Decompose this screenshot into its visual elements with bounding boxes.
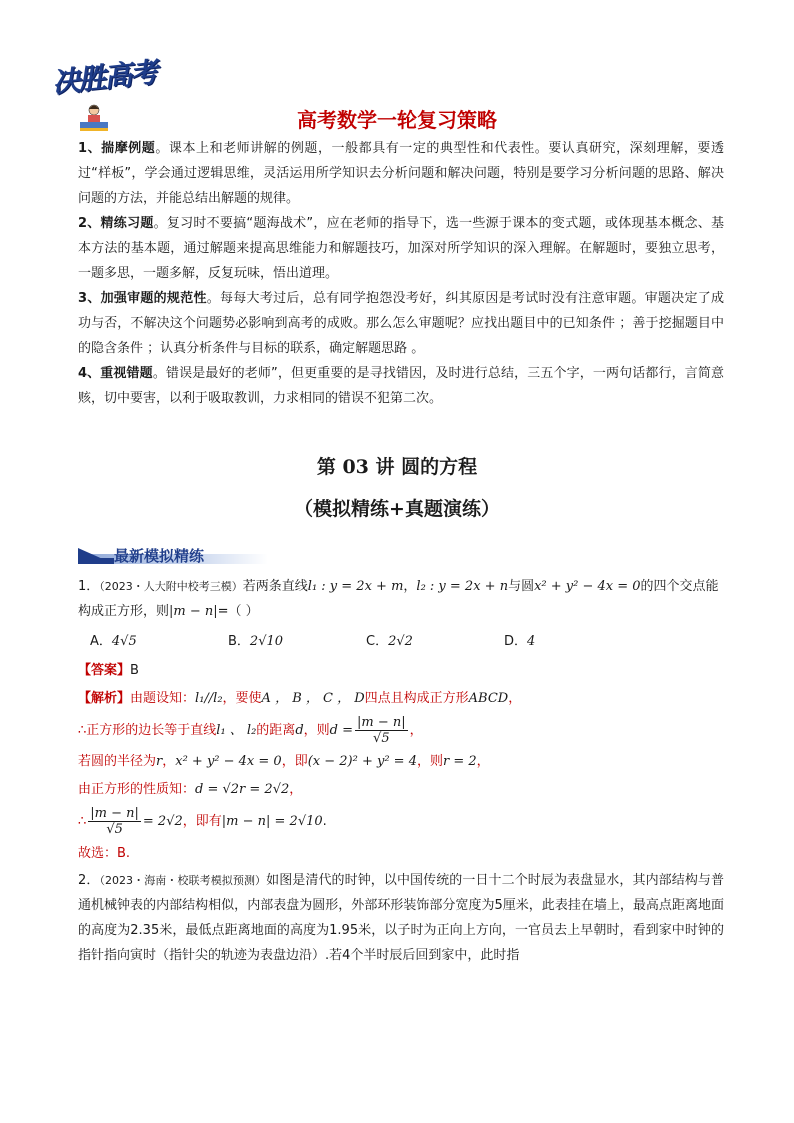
analysis-text: 的距离 (256, 723, 296, 738)
answer-tag: 【答案】 (78, 663, 131, 678)
stem-text: 构成正方形，则 (78, 604, 170, 619)
strategy-head: 4、重视错题 (78, 366, 153, 381)
question-content (78, 574, 724, 968)
option-label: A． (90, 634, 112, 649)
q1-options (78, 630, 724, 654)
stem-text: 与圆 (508, 579, 535, 594)
fraction (88, 806, 141, 837)
analysis-text: 四点且构成正方形 (364, 691, 469, 706)
answer-line (78, 658, 724, 683)
question-number: 2． (78, 873, 100, 888)
q2-stem (78, 868, 724, 968)
math-expr: l₁//l₂ (195, 691, 223, 706)
line-l1: l₁ : y = 2x + m (307, 579, 404, 594)
strategy-body: 。课本上和老师讲解的例题，一般都具有一定的典型性和代表性。要认真研究，深刻理解，要透过“样板”，学会通过逻辑思维，灵活运用所学知识去分析问题和解决问题，特别是要学习分析问题的思路、解决问题的方法，并能总结出解题的规律。 (78, 141, 724, 206)
analysis-text: ∴正方形的边长等于直线 (78, 723, 217, 738)
q1-stem (78, 574, 724, 599)
math-expr: ABCD (468, 691, 509, 706)
analysis-text: ， (162, 754, 176, 769)
strategy-head: 1、揣摩例题 (78, 141, 156, 156)
math-expr: d = (329, 723, 354, 738)
analysis-text: ， (409, 723, 423, 738)
analysis-line-2 (78, 715, 724, 746)
circle-equation: x² + y² − 4x = 0 (534, 579, 641, 594)
strategy-body: 。每每大考过后，总有同学抱怨没考好，纠其原因是考试时没有注意审题。审题决定了成功与否，不解决这个问题势必影响到高考的成败。那么怎么审题呢？应找出题目中的已知条件 ；善于挖掘题目中的隐含条件 ；认真分析条件与目标的联系，确定解题思路 。 (78, 291, 724, 356)
math-expr: d (295, 723, 304, 738)
question-number: 1． (78, 579, 100, 594)
analysis-text: . (322, 814, 327, 829)
main-title: 高考数学一轮复习策略 (297, 108, 497, 132)
analysis-text: 由题设知： (130, 691, 196, 706)
logo-text: 决胜高考 (50, 55, 158, 100)
analysis-line-5 (78, 806, 724, 837)
section-header (78, 546, 268, 566)
option-b (228, 630, 366, 654)
stem-text: =（ ） (217, 604, 259, 619)
option-expr: 2√2 (388, 634, 413, 649)
option-c (366, 630, 504, 654)
analysis-line-3 (78, 750, 724, 774)
strategy-body: 。错误是最好的老师”，但更重要的是寻找错因，及时进行总结，三五个字，一两句话都行，言简意赅，切中要害，以利于吸取教训，力求相同的错误不犯第二次。 (78, 366, 724, 406)
option-label: D． (504, 634, 528, 649)
strategy-item-2 (78, 211, 724, 286)
math-expr: l₁ 、 l₂ (216, 723, 257, 738)
analysis-text: ， (289, 782, 303, 797)
math-expr: d = √2r = 2√2 (195, 782, 290, 797)
strategy-item-3 (78, 286, 724, 361)
option-d (504, 630, 642, 654)
fraction-denominator: √5 (106, 822, 123, 837)
analysis-text: ，则 (416, 754, 443, 769)
q1-stem-cont (78, 599, 724, 624)
strategy-body: 。复习时不要搞“题海战术”，应在老师的指导下，选一些源于课本的变式题，或体现基本概念、基本方法的基本题，通过解题来提高思维能力和解题技巧，加深对所学知识的深入理解。在解题时，要独立思考，一题多思，一题多解，反复玩味，悟出道理。 (78, 216, 724, 281)
math-expr: |m − n| = 2√10 (221, 814, 323, 829)
analysis-text: ， (476, 754, 490, 769)
analysis-line-4 (78, 778, 724, 802)
question-source: （2023・海南・校联考模拟预测） (99, 874, 267, 887)
analysis-text: ，即 (281, 754, 308, 769)
strategy-item-4 (78, 361, 724, 411)
section-band-block (78, 558, 114, 564)
option-label: C． (366, 634, 389, 649)
analysis-text: ，要使 (222, 691, 262, 706)
option-expr: 2√10 (249, 634, 284, 649)
question-text: 如图是清代的时钟，以中国传统的一日十二个时辰为表盘显水，其内部结构与普通机械钟表的内部结构相似，内部表盘为圆形，外部环形装饰部分宽度为5厘米，此表挂在墙上，最高点距离地面的高度为2.35米，最低点距离地面的高度为1.95米，以子时为正向上方向，一官员去上早朝时，看到家中时钟的指针指向寅时（指针尖的轨迹为表盘边沿）.若4个半时辰后回到家中，此时指 (78, 873, 724, 963)
strategy-item-1 (78, 136, 724, 211)
analysis-text: ，则 (303, 723, 330, 738)
option-label: B． (228, 634, 250, 649)
lecture-title: 第 03 讲 圆的方程 (316, 456, 478, 478)
option-a (90, 630, 228, 654)
stem-text: 的四个交点能 (640, 579, 719, 594)
conclusion: 故选：B. (78, 846, 131, 861)
analysis-line-1 (78, 687, 724, 711)
math-expr: r = 2 (443, 754, 477, 769)
lecture-subtitle: （模拟精练+真题演练） (294, 498, 500, 520)
fraction (355, 715, 408, 746)
answer-value: B (130, 663, 139, 678)
strategy-list (78, 136, 724, 411)
strategy-head: 3、加强审题的规范性 (78, 291, 207, 306)
analysis-text: 若圆的半径为 (78, 754, 157, 769)
math-expr: r (156, 754, 163, 769)
math-expr: x² + y² − 4x = 0 (175, 754, 282, 769)
line-l2: l₂ : y = 2x + n (416, 579, 509, 594)
strategy-head: 2、精练习题 (78, 216, 154, 231)
analysis-text: ， (508, 691, 522, 706)
abs-expr: |m − n| (169, 604, 218, 619)
stem-text: 若两条直线 (242, 579, 308, 594)
math-expr: A ， B ， C ， D (261, 691, 365, 706)
fraction-numerator: |m − n| (90, 806, 139, 821)
fraction-numerator: |m − n| (357, 715, 406, 730)
fraction-denominator: √5 (373, 731, 390, 746)
math-expr: (x − 2)² + y² = 4 (307, 754, 417, 769)
option-expr: 4 (527, 634, 536, 649)
section-label: 最新模拟精练 (114, 547, 205, 565)
stem-text: ， (403, 579, 417, 594)
question-source: （2023・人大附中校考三模） (99, 580, 243, 593)
option-expr: 4√5 (111, 634, 137, 649)
math-expr: = 2√2 (142, 814, 183, 829)
analysis-text: ，即有 (182, 814, 222, 829)
analysis-tag: 【解析】 (78, 691, 131, 706)
analysis-text: 由正方形的性质知： (78, 782, 196, 797)
analysis-text: ∴ (78, 814, 87, 829)
